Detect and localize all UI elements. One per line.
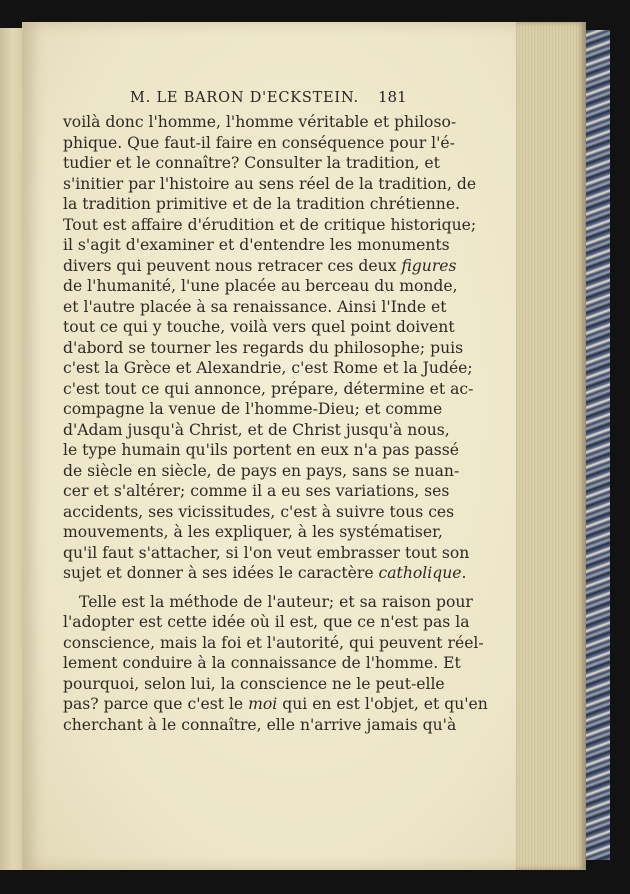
running-title: M. LE BARON D'ECKSTEIN. <box>130 90 359 106</box>
text-line: c'est tout ce qui annonce, prépare, détermine et ac- <box>63 379 474 398</box>
text-line: accidents, ses vicissitudes, c'est à suivre tous ces <box>63 502 455 521</box>
marbled-cover <box>586 30 610 860</box>
text-line: voilà donc l'homme, l'homme véritable et philoso- <box>63 113 457 131</box>
text-line: la tradition primitive et de la tradition chrétienne. <box>63 195 461 213</box>
text-line: pas? parce que c'est le moi qui en est l'objet, et qu'en <box>63 695 488 713</box>
text-line: conscience, mais la foi et l'autorité, qui peuvent réel- <box>63 633 484 652</box>
text-line: cherchant à le connaître, elle n'arrive jamais qu'à <box>63 715 457 734</box>
text-line: il s'agit d'examiner et d'entendre les monuments <box>63 236 450 254</box>
body-text <box>63 112 488 735</box>
text-line: mouvements, à les expliquer, à les systématiser, <box>63 523 443 541</box>
text-line: lement conduire à la connaissance de l'homme. Et <box>63 654 461 672</box>
text-line: c'est la Grèce et Alexandrie, c'est Rome et la Judée; <box>63 359 473 377</box>
text-line: tudier et le connaître? Consulter la tradition, et <box>63 154 440 172</box>
text-line: et l'autre placée à sa renaissance. Ainsi l'Inde et <box>63 297 447 316</box>
text-line: tout ce qui y touche, voilà vers quel point doivent <box>63 318 455 336</box>
facing-page-edge <box>0 28 22 870</box>
text-line: de siècle en siècle, de pays en pays, sans se nuan- <box>63 461 460 480</box>
text-line: divers qui peuvent nous retracer ces deux figures <box>63 256 457 275</box>
paragraph-1 <box>63 112 477 584</box>
page-block-edges <box>516 22 586 870</box>
text-line: l'adopter est cette idée où il est, que ce n'est pas la <box>63 613 470 631</box>
paragraph-2 <box>63 592 488 736</box>
text-line: s'initier par l'histoire au sens réel de la tradition, de <box>63 174 477 193</box>
text-line: de l'humanité, l'une placée au berceau du monde, <box>63 277 458 295</box>
text-line: cer et s'altérer; comme il a eu ses variations, ses <box>63 482 450 500</box>
text-line: sujet et donner à ses idées le caractère catholique <box>63 564 462 582</box>
text-line: d'abord se tourner les regards du philosophe; puis <box>63 338 464 357</box>
text-line: pourquoi, selon lui, la conscience ne le peut-elle <box>63 674 445 693</box>
page-number: 181 <box>378 88 407 106</box>
text-line: qu'il faut s'attacher, si l'on veut embrasser tout son <box>63 543 470 562</box>
text-line: phique. Que faut-il faire en conséquence pour l'é- <box>63 133 455 152</box>
text-line: d'Adam jusqu'à Christ, et de Christ jusqu'à nous, <box>63 420 450 439</box>
text-line: le type humain qu'ils portent en eux n'a pas passé <box>63 441 459 459</box>
text-line: Tout est affaire d'érudition et de critique historique; <box>63 215 477 234</box>
text-line: compagne la venue de l'homme-Dieu; et comme <box>63 400 443 418</box>
text-line: Telle est la méthode de l'auteur; et sa raison pour <box>79 592 473 611</box>
